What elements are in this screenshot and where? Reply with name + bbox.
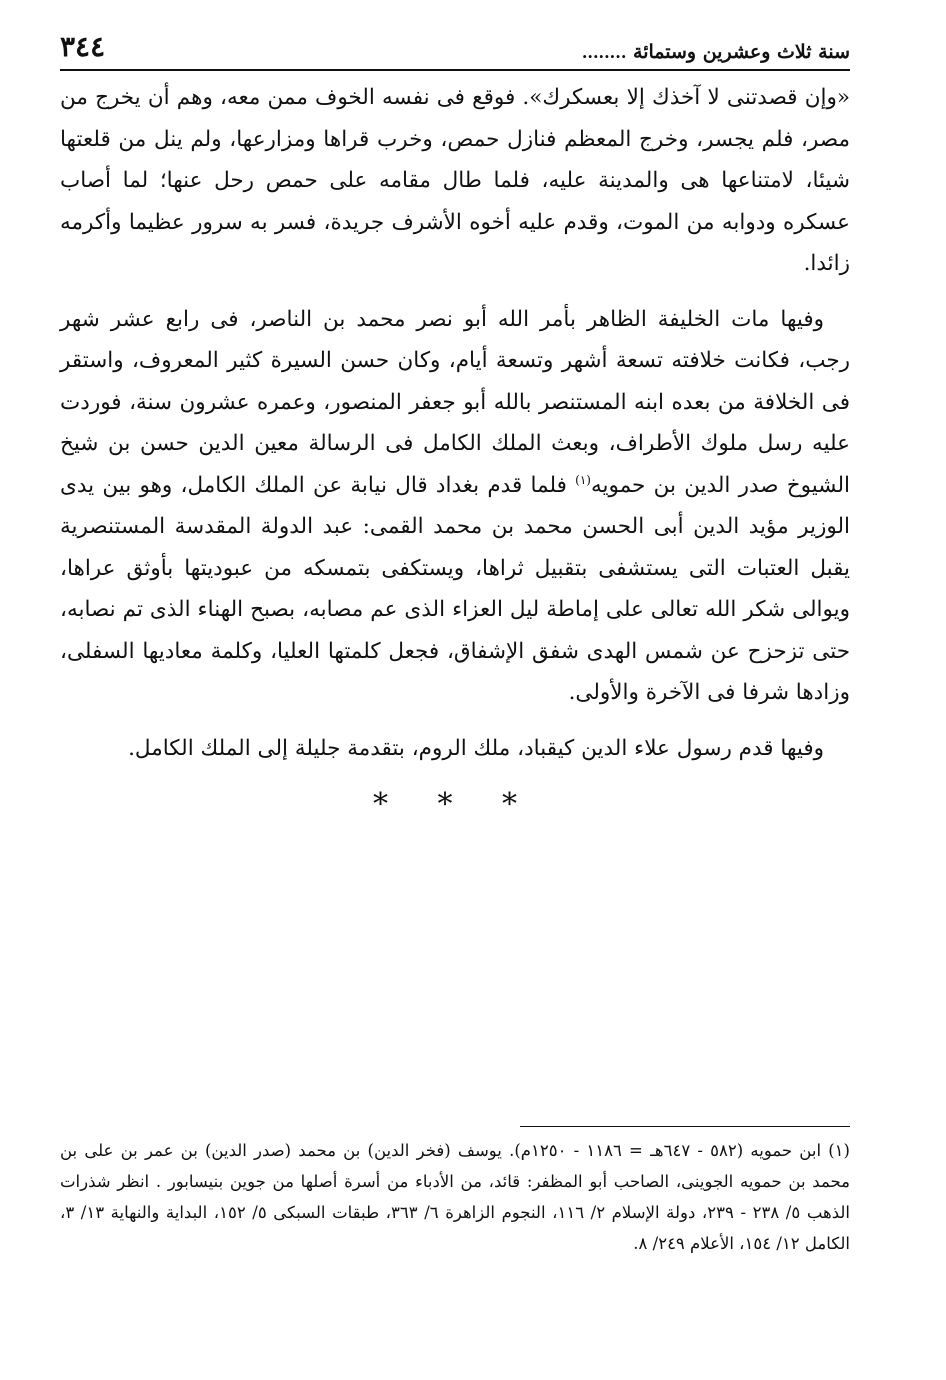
paragraph-1: «وإن قصدتنى لا آخذك إلا بعسكرك». فوقع فى نفسه الخوف ممن معه، وهم أن يخرج من مصر، فلم يجسر، وخرج المعظم فنازل حمص، وخرب قراها ومزارعها، ولم ينل من قلعتها شيئا، لامتناعها هى والمدينة عليه، فلما طال مقامه على حمص رحل عنها؛ لما أصاب عسكره ودوابه من الموت، وقدم عليه أخوه الأشرف جريدة، فسر به سرور عظيما وأكرمه زائدا. xyxy=(60,85,850,276)
footnote-text: (١) ابن حمويه (٥٨٢ - ٦٤٧هـ = ١١٨٦ - ١٢٥٠م). يوسف (فخر الدين) بن محمد (صدر الدين) بن عمر بن على بن محمد بن حمويه الجوينى، الصاحب أبو المظفر: قائد، من الأدباء من أسرة أصلها من جوين بنيسابور . انظر شذرات الذهب ٥/ ٢٣٨ - ٢٣٩، دولة الإسلام ٢/ ١١٦، النجوم الزاهرة ٦/ ٣٦٣، طبقات السبكى ٥/ ١٥٢، البداية والنهاية ١٣/ ٣، الكامل ١٢/ ١٥٤، الأعلام ٢٤٩/ ٨. xyxy=(60,1141,851,1253)
section-divider-stars: * * * xyxy=(372,787,538,822)
paragraph-2 xyxy=(60,299,850,714)
book-page xyxy=(60,30,850,822)
leader-dots: ........ xyxy=(581,43,627,62)
page-number: ٣٤٤ xyxy=(60,30,106,63)
paragraph-2-part-1: وفيها مات الخليفة الظاهر بأمر الله أبو نصر محمد بن الناصر، فى رابع عشر شهر رجب، فكانت خلافته تسعة أشهر وتسعة أيام، وكان حسن السيرة كثير المعروف، واستقر فى الخلافة من بعده ابنه المستنصر بالله أبو جعفر المنصور، وعمره عشرون سنة، فوردت عليه رسل ملوك الأطراف، وبعث الملك الكامل فى الرسالة معين الدين حسن بن شيخ الشيوخ صدر الدين بن حمويه xyxy=(60,306,850,498)
running-title xyxy=(582,41,850,63)
paragraph-2-part-2: فلما قدم بغداد قال نيابة عن الملك الكامل، وهو بين يدى الوزير مؤيد الدين أبى الحسن محمد بن محمد القمى: عبد الدولة المقدسة المستنصرية يقبل العتبات التى يستشفى بتقبيل ثراها، ويستكفى بتمسكه من عبوديتها بأوثق عراها، ويوالى شكر الله تعالى على إماطة ليل العزاء الذى عم مصابه، بصبح الهناء الذى تم نصابه، حتى تزحزح عن شمس الهدى شفق الإشفاق، فجعل كلمتها العليا، وكلمة معاديها السفلى، وزادها شرفا فى الآخرة والأولى. xyxy=(60,472,850,705)
footnote-section xyxy=(60,1126,850,1259)
running-title-text: سنة ثلاث وعشرين وستمائة xyxy=(633,41,850,63)
footnote-marker: (١) xyxy=(575,472,591,487)
footnote-rule xyxy=(520,1126,850,1127)
paragraph-3: وفيها قدم رسول علاء الدين كيقباد، ملك الروم، بتقدمة جليلة إلى الملك الكامل. xyxy=(128,735,824,761)
main-text xyxy=(60,77,850,822)
page-header xyxy=(60,30,850,71)
